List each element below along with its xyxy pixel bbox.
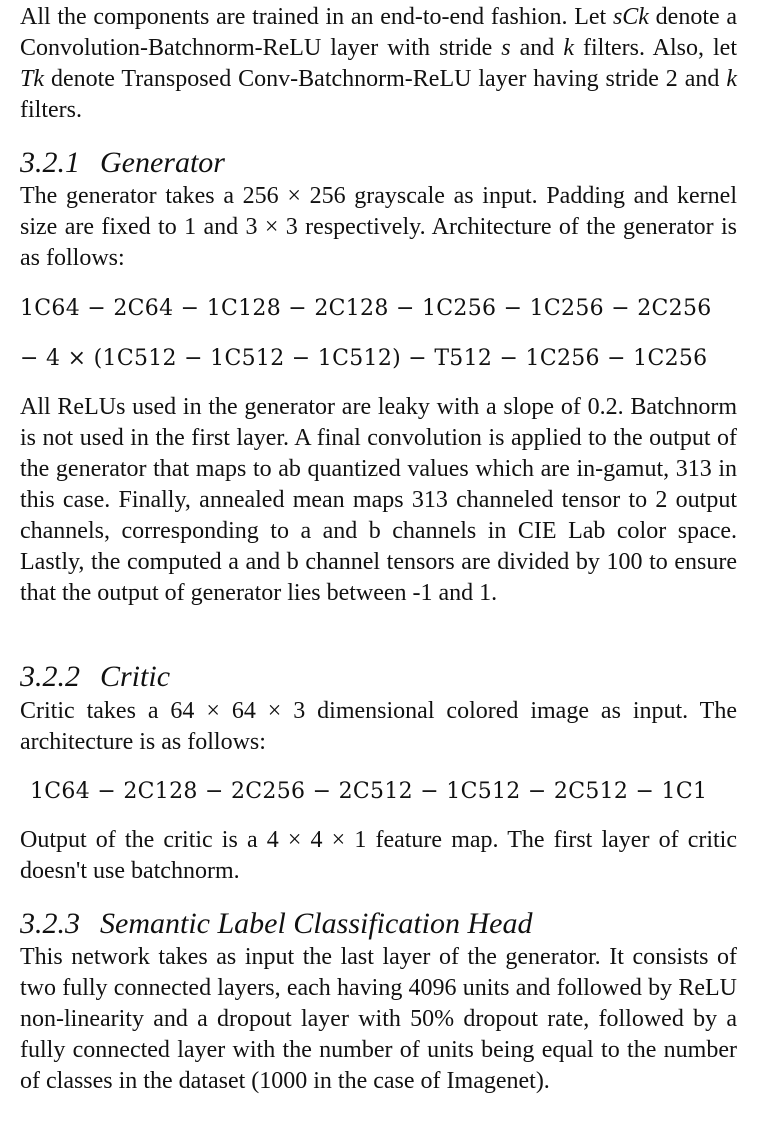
critic-paragraph-2: Output of the critic is a 4 × 4 × 1 feature map. The first layer of critic doesn't use batchnorm. (20, 827, 737, 884)
intro-text-6: filters. (20, 97, 82, 123)
intro-text-1: All the components are trained in an end-to-end fashion. Let (20, 4, 613, 30)
math-sCk: sCk (612, 4, 649, 30)
generator-equation-line-2: − 4 × (1C512 − 1C512 − 1C512) − T512 − 1C256 − 1C256 (20, 346, 708, 371)
section-title: Semantic Label Classification Head (100, 907, 533, 940)
intro-paragraph (20, 2, 737, 126)
section-heading-critic (20, 660, 170, 694)
section-number: 3.2.2 (20, 660, 80, 693)
section-title: Generator (100, 146, 225, 179)
intro-text-4: filters. Also, let (573, 35, 738, 61)
section-number: 3.2.1 (20, 146, 80, 179)
math-Tk: Tk (20, 66, 44, 92)
intro-text-3: and (510, 35, 564, 61)
critic-equation-line: 1C64 − 2C128 − 2C256 − 2C512 − 1C512 − 2C512 − 1C1 (30, 779, 708, 804)
intro-text-5: denote Transposed Conv-Batchnorm-ReLU layer having stride 2 and (44, 66, 727, 92)
section-title: Critic (100, 660, 171, 693)
semantic-head-paragraph: This network takes as input the last layer of the generator. It consists of two fully connected layers, each having 4096 units and followed by ReLU non-linearity and a dropout layer with 50% dropout rate, followed by a fully connected layer with the number of units being equal to the number of classes in the dataset (1000 in the case of Imagenet). (20, 944, 737, 1094)
generator-equation-line-1: 1C64 − 2C64 − 1C128 − 2C128 − 1C256 − 1C256 − 2C256 (20, 296, 712, 321)
section-heading-generator (20, 146, 225, 180)
critic-paragraph-1: Critic takes a 64 × 64 × 3 dimensional colored image as input. The architecture is as follows: (20, 698, 737, 755)
generator-paragraph-2: All ReLUs used in the generator are leaky with a slope of 0.2. Batchnorm is not used in the first layer. A final convolution is applied to the output of the generator that maps to ab quantized values which are in-gamut, 313 in this case. Finally, annealed mean maps 313 channeled tensor to 2 output channels, corresponding to a and b channels in CIE Lab color space. Lastly, the computed a and b channel tensors are divided by 100 to ensure that the output of generator lies between -1 and 1. (20, 394, 737, 606)
generator-paragraph-1: The generator takes a 256 × 256 grayscale as input. Padding and kernel size are fixed to 1 and 3 × 3 respectively. Architecture of the generator is as follows: (20, 183, 737, 271)
math-k: k (563, 35, 574, 61)
math-s: s (501, 35, 511, 61)
section-number: 3.2.3 (20, 907, 80, 940)
intro-text-2: denote a Convolution-Batchnorm-ReLU layer with stride (20, 4, 738, 61)
section-heading-semantic-head (20, 907, 532, 941)
math-k-2: k (726, 66, 737, 92)
